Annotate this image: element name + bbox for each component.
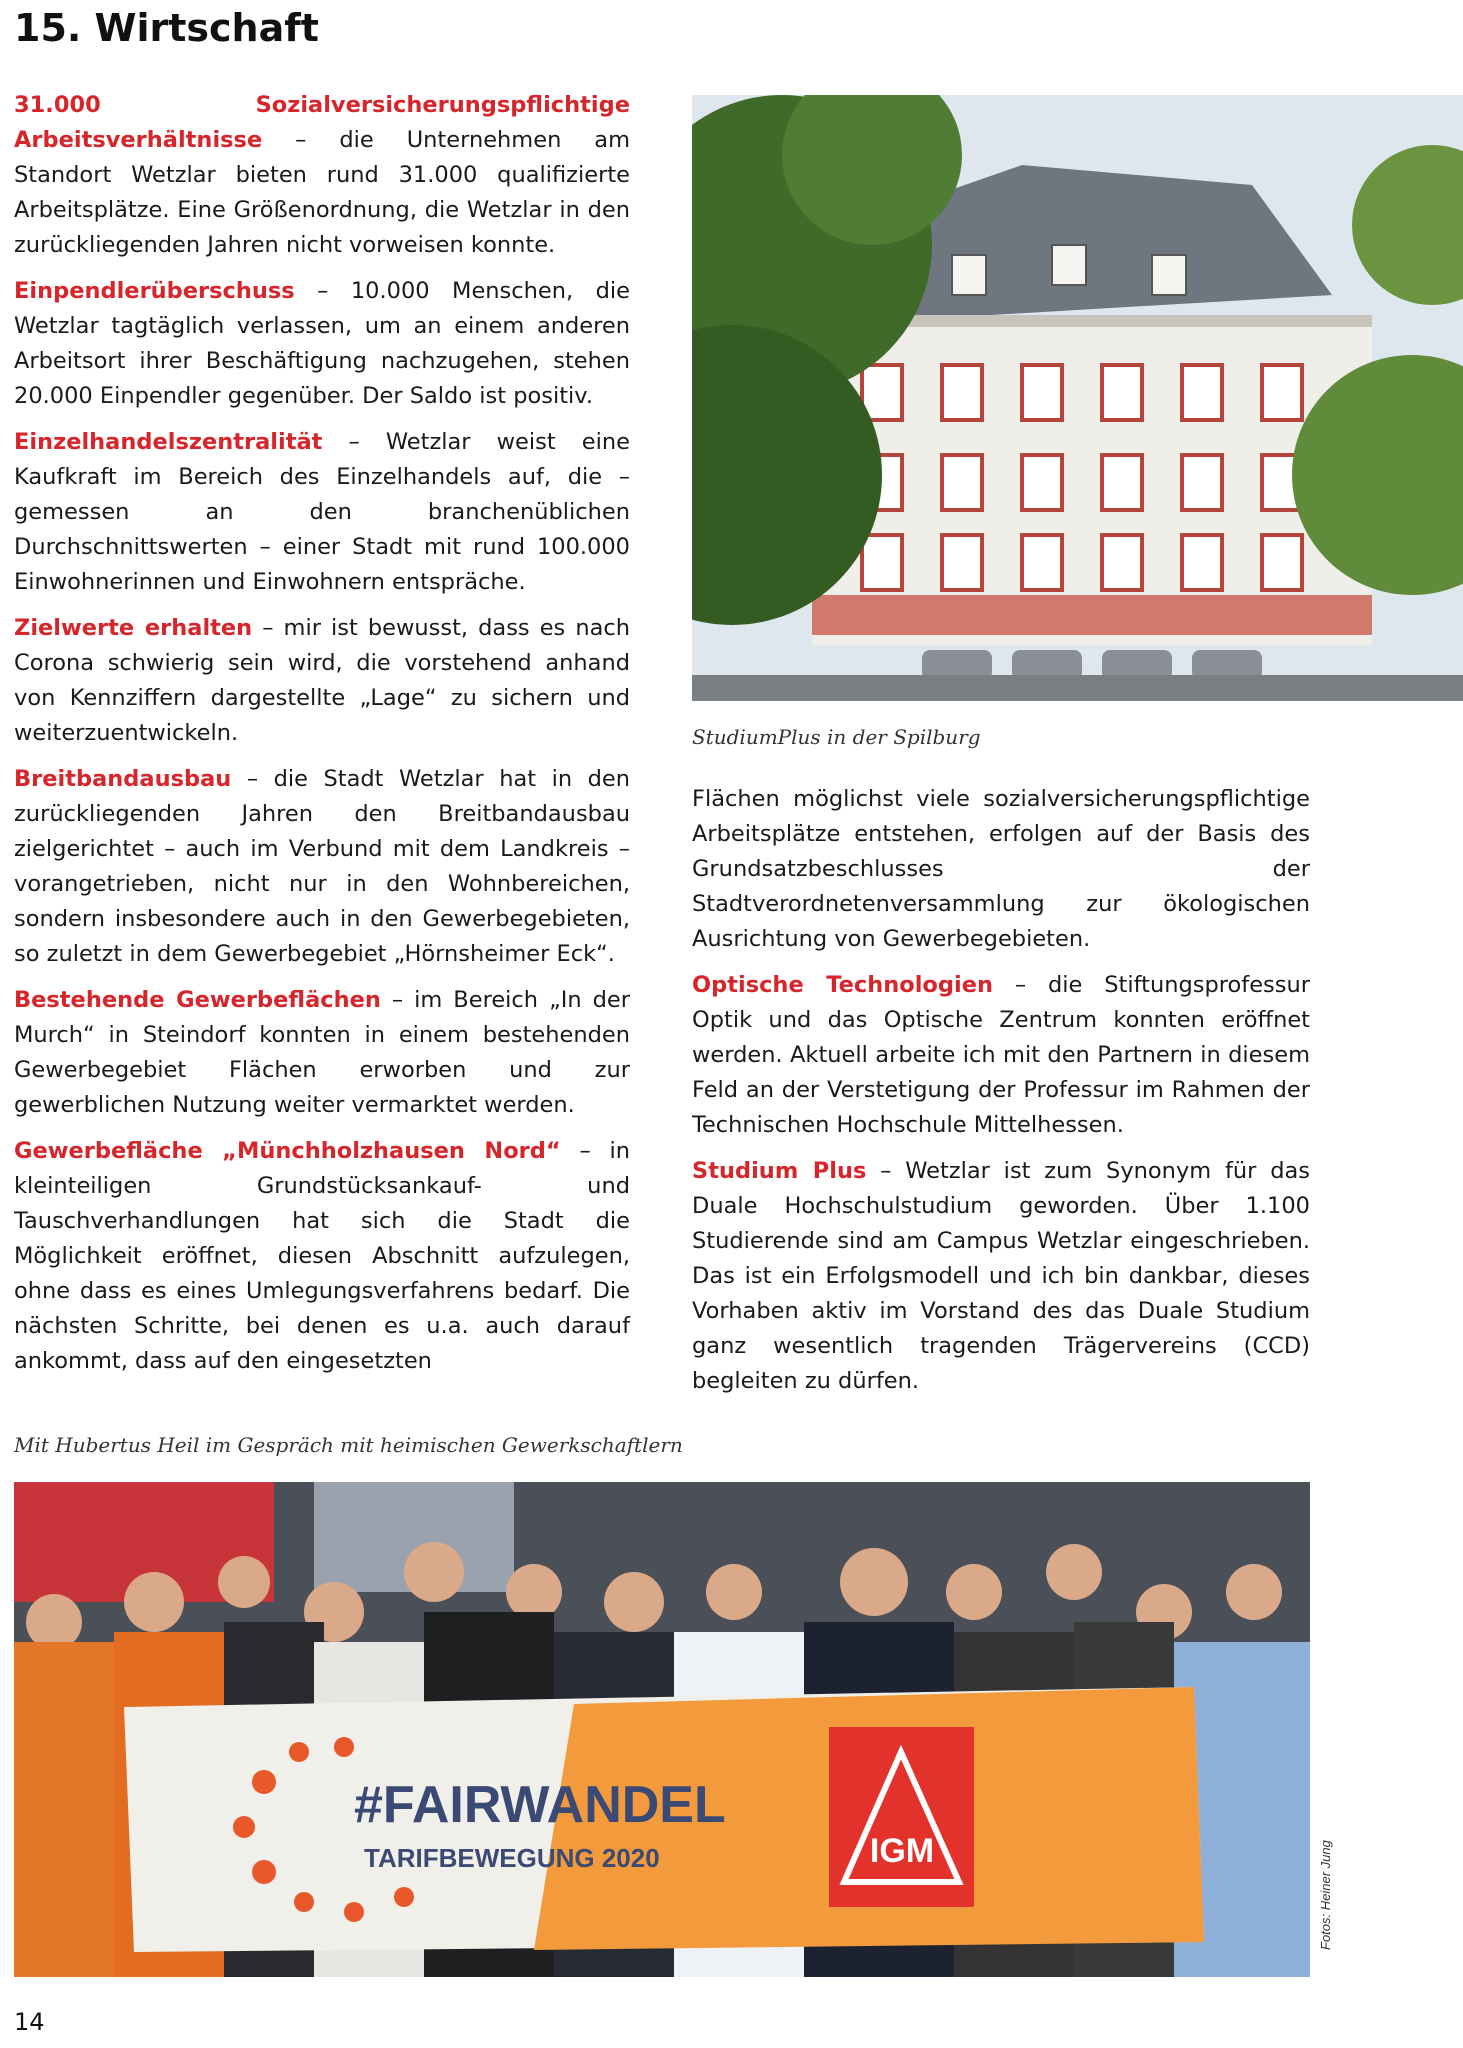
- paragraph-body: – 10.000 Menschen, die Wetzlar tagtäglich verlassen, um an einem anderen Arbeitsort ihrer Beschäftigung nachzugehen, stehen 20.000 Einpendler gegenüber. Der Saldo ist positiv.: [14, 278, 630, 409]
- paragraph-lead: Zielwerte erhalten: [14, 615, 253, 641]
- paragraph-body: – die Stiftungsprofessur Optik und das Optische Zentrum konnten eröffnet werden. Aktuell arbeite ich mit den Partnern in diesem Feld an der Verstetigung der Professur im Rahmen der Technischen Hochschule Mittelhessen.: [692, 972, 1310, 1138]
- paragraph-body: – mir ist bewusst, dass es nach Corona schwierig sein wird, die vorstehend anhand von Kennziffern dargestellte „Lage“ zu sichern und weiterzuentwickeln.: [14, 615, 631, 746]
- paragraph-lead: Einpendlerüberschuss: [14, 278, 295, 304]
- group-photo-caption: Mit Hubertus Heil im Gespräch mit heimischen Gewerkschaftlern: [14, 1433, 683, 1457]
- paragraph-lead: Einzelhandelszentralität: [14, 429, 323, 455]
- paragraph-body: – in kleinteiligen Grundstücksankauf- und Tauschverhandlungen hat sich die Stadt die Möglichkeit eröffnet, diesen Abschnitt aufzulegen, ohne dass es eines Umlegungsverfahrens bedarf. Die nächsten Schritte, bei denen es u.a. auch darauf ankommt, dass auf den eingesetzten: [14, 1138, 630, 1374]
- paragraph-body: – im Bereich „In der Murch“ in Steindorf konnten in einem bestehenden Gewerbegebiet Flächen erworben und zur gewerblichen Nutzung weiter vermarktet werden.: [14, 987, 630, 1118]
- paragraph-zielwerte: [14, 611, 630, 751]
- paragraph-einzelhandel: [14, 425, 630, 600]
- building-photo-caption: StudiumPlus in der Spilburg: [692, 725, 981, 749]
- paragraph-muenchholzhausen: [14, 1134, 630, 1379]
- paragraph-body: – die Stadt Wetzlar hat in den zurückliegenden Jahren den Breitbandausbau zielgerichtet – auch im Verbund mit dem Landkreis – vorangetrieben, nicht nur in den Wohnbereichen, sondern insbesondere auch in den Gewerbegebieten, so zuletzt in dem Gewerbegebiet „Hörnsheimer Eck“.: [14, 766, 630, 967]
- paragraph-lead: Bestehende Gewerbeflächen: [14, 987, 381, 1013]
- paragraph-lead: Gewerbefläche „Münchholzhausen Nord“: [14, 1138, 561, 1164]
- paragraph-flaechen-continued: [692, 782, 1310, 957]
- group-photo-illustration: [14, 1482, 1310, 1977]
- paragraph-body: Flächen möglichst viele sozialversicherungspflichtige Arbeitsplätze entstehen, erfolgen auf der Basis des Grundsatzbeschlusses der Stadtverordnetenversammlung zur ökologischen Ausrichtung von Gewerbegebieten.: [692, 786, 1310, 952]
- paragraph-lead: Breitbandausbau: [14, 766, 232, 792]
- paragraph-lead: 31.000 Sozialversicherungspflichtige Arbeitsverhältnisse: [14, 92, 630, 153]
- banner-subline: TARIFBEWEGUNG 2020: [364, 1843, 660, 1873]
- left-text-column: [14, 88, 630, 1390]
- paragraph-studium-plus: [692, 1154, 1310, 1399]
- group-photo: [14, 1482, 1310, 1977]
- paragraph-sozialversicherung: [14, 88, 630, 263]
- banner-logo-letters: IGM: [869, 1832, 935, 1870]
- paragraph-lead: Studium Plus: [692, 1158, 867, 1184]
- banner-hashtag: #FAIRWANDEL: [354, 1776, 726, 1834]
- building-photo-illustration: [692, 95, 1463, 701]
- page-title: 15. Wirtschaft: [14, 6, 319, 50]
- right-text-column: [692, 782, 1310, 1410]
- paragraph-optische-technologien: [692, 968, 1310, 1143]
- photo-credit: Fotos: Heiner Jung: [1318, 1840, 1333, 1950]
- paragraph-body: – die Unternehmen am Standort Wetzlar bieten rund 31.000 qualifizierte Arbeitsplätze. Eine Größenordnung, die Wetzlar in den zurückliegenden Jahren nicht vorweisen konnte.: [14, 127, 630, 258]
- paragraph-body: – Wetzlar weist eine Kaufkraft im Bereich des Einzelhandels auf, die – gemessen an den branchenüblichen Durchschnittswerten – einer Stadt mit rund 100.000 Einwohnerinnen und Einwohnern entspräche.: [14, 429, 630, 595]
- paragraph-body: – Wetzlar ist zum Synonym für das Duale Hochschulstudium geworden. Über 1.100 Studierende sind am Campus Wetzlar eingeschrieben. Das ist ein Erfolgsmodell und ich bin dankbar, dieses Vorhaben aktiv im Vorstand des das Duale Studium ganz wesentlich tragenden Trägervereins (CCD) begleiten zu dürfen.: [692, 1158, 1310, 1394]
- paragraph-breitband: [14, 762, 630, 972]
- page-number: 14: [14, 2008, 45, 2036]
- building-photo: [692, 95, 1463, 701]
- paragraph-lead: Optische Technologien: [692, 972, 993, 998]
- paragraph-gewerbeflaechen: [14, 983, 630, 1123]
- paragraph-einpendler: [14, 274, 630, 414]
